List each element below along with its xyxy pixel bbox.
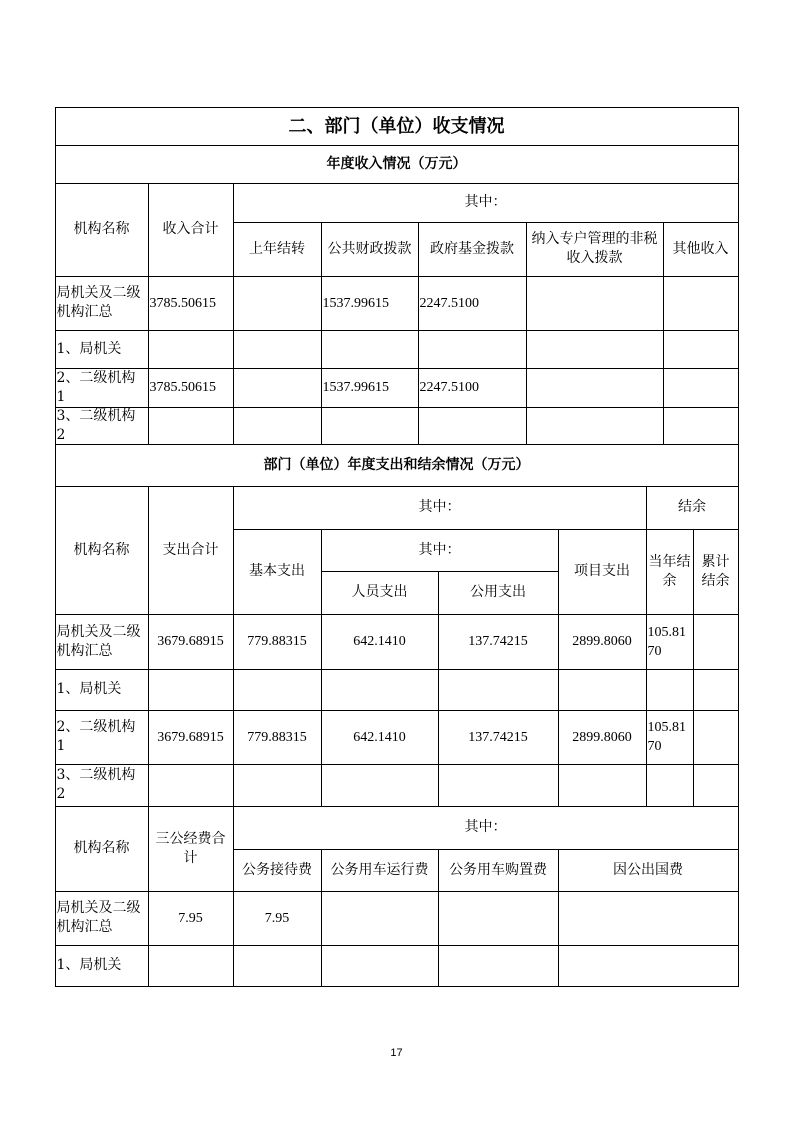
expense-row-name: 3、二级机构 2 [55, 764, 149, 807]
expense-row-value [693, 669, 739, 711]
expense-row-value [558, 764, 647, 807]
three-public-row-name: 1、局机关 [55, 945, 149, 987]
income-column-header: 政府基金拨款 [418, 222, 527, 277]
income-column-header: 其他收入 [663, 222, 739, 277]
expense-row-value: 642.1410 [321, 614, 439, 670]
expense-row-value [646, 764, 694, 807]
three-public-row-value [321, 945, 439, 987]
expense-row-name: 2、二级机构 1 [55, 710, 149, 765]
three-public-row-value [233, 945, 322, 987]
income-total-header: 收入合计 [148, 183, 234, 277]
three-public-row-value [558, 945, 739, 987]
expense-row-value [693, 614, 739, 670]
income-row-value [321, 330, 419, 369]
expense-row-value [321, 669, 439, 711]
expense-row-value: 3679.68915 [148, 614, 234, 670]
income-subtitle: 年度收入情况（万元） [55, 145, 739, 184]
three-public-row-value [321, 891, 439, 946]
three-public-total-header: 三公经费合计 [148, 806, 234, 892]
income-row-value [526, 368, 664, 408]
income-row-value: 2247.5100 [418, 276, 527, 331]
page-number: 17 [390, 1047, 403, 1059]
income-row-total [148, 330, 234, 369]
income-row-value [233, 276, 322, 331]
income-row-total: 3785.50615 [148, 276, 234, 331]
three-public-of-which-header: 其中： [233, 806, 739, 850]
three-public-row-value [438, 945, 559, 987]
three-public-column-header: 因公出国费 [558, 849, 739, 892]
expense-row-value [693, 764, 739, 807]
income-row-name: 3、二级机构 2 [55, 407, 149, 445]
income-column-header: 公共财政拨款 [321, 222, 419, 277]
expense-row-value [438, 764, 559, 807]
expense-row-value: 137.74215 [438, 614, 559, 670]
expense-personnel-header: 人员支出 [321, 571, 439, 615]
expense-row-value [438, 669, 559, 711]
expense-row-value [233, 669, 322, 711]
expense-subtitle: 部门（单位）年度支出和结余情况（万元） [55, 444, 739, 487]
three-public-column-header: 公务接待费 [233, 849, 322, 892]
income-row-total [148, 407, 234, 445]
expense-row-value: 2899.8060 [558, 710, 647, 765]
income-row-value [663, 330, 739, 369]
expense-public-header: 公用支出 [438, 571, 559, 615]
expense-row-value [233, 764, 322, 807]
income-row-value [233, 330, 322, 369]
income-row-value [418, 407, 527, 445]
income-row-value [233, 407, 322, 445]
income-row-value [526, 330, 664, 369]
expense-row-value: 642.1410 [321, 710, 439, 765]
expense-row-value [148, 764, 234, 807]
three-public-row-value [438, 891, 559, 946]
expense-row-value [321, 764, 439, 807]
income-row-total: 3785.50615 [148, 368, 234, 408]
income-row-value [526, 276, 664, 331]
expense-of-which-header: 其中： [233, 486, 647, 530]
expense-row-name: 1、局机关 [55, 669, 149, 711]
income-row-value [233, 368, 322, 408]
income-row-value [663, 368, 739, 408]
expense-row-value: 2899.8060 [558, 614, 647, 670]
expense-balance-header: 结余 [646, 486, 739, 530]
expense-basic-header: 基本支出 [233, 529, 322, 615]
three-public-name-header: 机构名称 [55, 806, 149, 892]
income-row-value [663, 407, 739, 445]
three-public-row-total [148, 945, 234, 987]
three-public-row-value: 7.95 [233, 891, 322, 946]
expense-row-value: 779.88315 [233, 710, 322, 765]
income-row-value: 1537.99615 [321, 368, 419, 408]
three-public-column-header: 公务用车购置费 [438, 849, 559, 892]
three-public-row-name: 局机关及二级机构汇总 [55, 891, 149, 946]
expense-row-value [148, 669, 234, 711]
income-of-which-header: 其中： [233, 183, 739, 223]
income-column-header: 纳入专户管理的非税收入拨款 [526, 222, 664, 277]
expense-current-balance-header: 当年结余 [646, 529, 694, 615]
expense-row-value [646, 669, 694, 711]
expense-row-value [693, 710, 739, 765]
three-public-column-header: 公务用车运行费 [321, 849, 439, 892]
income-column-header: 上年结转 [233, 222, 322, 277]
income-row-value: 2247.5100 [418, 368, 527, 408]
expense-row-value: 105.8170 [646, 710, 694, 765]
income-row-value [418, 330, 527, 369]
income-row-value [663, 276, 739, 331]
expense-row-value [558, 669, 647, 711]
expense-row-value: 779.88315 [233, 614, 322, 670]
expense-row-value: 3679.68915 [148, 710, 234, 765]
three-public-row-total: 7.95 [148, 891, 234, 946]
three-public-row-value [558, 891, 739, 946]
expense-row-value: 137.74215 [438, 710, 559, 765]
income-row-name: 局机关及二级机构汇总 [55, 276, 149, 331]
income-row-name: 1、局机关 [55, 330, 149, 369]
expense-accumulated-balance-header: 累计结余 [693, 529, 739, 615]
income-name-header: 机构名称 [55, 183, 149, 277]
income-row-name: 2、二级机构 1 [55, 368, 149, 408]
expense-row-value: 105.8170 [646, 614, 694, 670]
expense-project-header: 项目支出 [558, 529, 647, 615]
expense-basic-of-which-header: 其中： [321, 529, 559, 572]
expense-row-name: 局机关及二级机构汇总 [55, 614, 149, 670]
expense-total-header: 支出合计 [148, 486, 234, 615]
section-title: 二、部门（单位）收支情况 [55, 107, 739, 146]
income-row-value [321, 407, 419, 445]
income-row-value: 1537.99615 [321, 276, 419, 331]
income-row-value [526, 407, 664, 445]
expense-name-header: 机构名称 [55, 486, 149, 615]
